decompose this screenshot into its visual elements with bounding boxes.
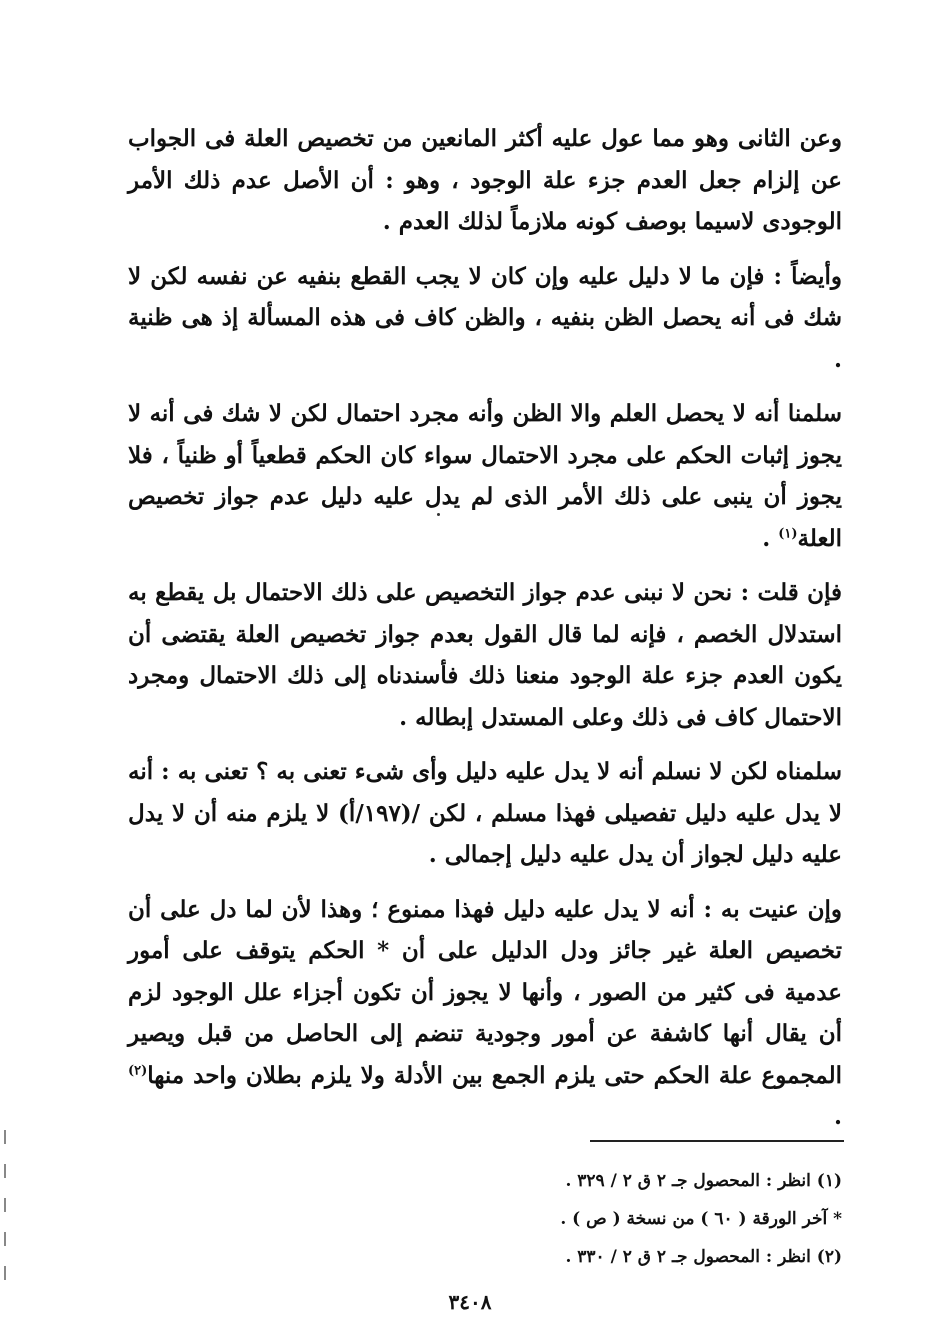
scan-margin-marks: [4, 1130, 6, 1290]
paragraph-1: [128, 118, 842, 243]
paragraph-5: [128, 751, 842, 876]
paragraph-6: [128, 889, 842, 1138]
paragraph-lead: وإن عنيت به :: [703, 895, 842, 923]
paragraph-text: أنه لا يدل عليه دليل فهذا ممنوع ؛ وهذا لأن لما دل على أن تخصيص العلة غير جائز ودل الدليل على أن * الحكم يتوقف على أمور عدمية فى كثير من الصور ، وأنها لا يجوز أن تكون أجزاء علل الوجود لزم أن يقال أنها كاشفة عن أمور وجودية تنضم إلى الحاصل من قبل ويصير المجموع علة الحكم حتى يلزم الجمع بين الأدلة ولا يلزم بطلان واحد منها: [128, 895, 842, 1089]
footnote-2: (٢) انظر : المحصول جـ ٢ ق ٢ / ٣٣٠ .: [565, 1247, 842, 1267]
paragraph-text: سلمناه لكن لا نسلم أنه لا يدل عليه دليل وأى شىء تعنى به ؟ تعنى به : أنه لا يدل عليه دليل تفصيلى فهذا مسلم ، لكن /(١٩٧/أ) لا يلزم منه أن لا يدل عليه دليل لجواز أن يدل عليه دليل إجمالى .: [128, 758, 842, 868]
paragraph-lead: وأيضاً :: [773, 262, 842, 290]
ink-speck: [437, 513, 440, 516]
footnote-1: (١) انظر : المحصول جـ ٢ ق ٢ / ٣٢٩ .: [565, 1171, 842, 1191]
page-number: ٣٤٠٨: [448, 1290, 492, 1314]
paragraph-2: [128, 256, 842, 381]
footnote-ref: (٢): [128, 1062, 148, 1078]
paragraph-text: فإن ما لا دليل عليه وإن كان لا يجب القطع بنفيه عن نفسه لكن لا شك فى أنه يحصل الظن بنفيه ، والظن كاف فى هذه المسألة إذ هى ظنية .: [128, 262, 842, 373]
paragraph-text: نحن لا نبنى عدم جواز التخصيص على ذلك الاحتمال بل يقطع به استدلال الخصم ، فإنه لما قال القول بعدم جواز تخصيص العلة يقتضى أن يكون العدم جزء علة الوجود منعنا ذلك فأسندناه إلى ذلك الاحتمال ومجرد الاحتمال كاف فى ذلك وعلى المستدل إبطاله .: [128, 579, 842, 731]
main-text: [128, 118, 842, 1151]
paragraph-text: وعن الثانى وهو مما عول عليه أكثر المانعين من تخصيص العلة فى الجواب عن إلزام جعل العدم جزء علة الوجود ، وهو : أن الأصل عدم ذلك الأمر الوجودى لاسيما بوصف كونه ملازماً لذلك العدم .: [128, 125, 842, 235]
paragraph-tail: .: [833, 1103, 842, 1130]
footnote-folio-note: * آخر الورقة ( ٦٠ ) من نسخة ( ص ) .: [560, 1209, 842, 1229]
paragraph-lead: فإن قلت :: [740, 579, 842, 606]
paragraph-text: سلمنا أنه لا يحصل العلم والا الظن وأنه مجرد احتمال لكن لا شك فى أنه لا يجوز إثبات الحكم على مجرد الاحتمال سواء كان الحكم قطعياً أو ظنياً ، فلا يجوز أن ينبى على ذلك الأمر الذى لم يدل عليه دليل عدم جواز تخصيص العلة: [128, 400, 842, 552]
footnote-ref: (١): [778, 525, 798, 541]
paragraph-3: [128, 393, 842, 559]
paragraph-tail: .: [762, 524, 779, 552]
footnote-divider: [590, 1140, 844, 1142]
footnotes: [300, 1162, 842, 1276]
paragraph-4: [128, 572, 842, 738]
